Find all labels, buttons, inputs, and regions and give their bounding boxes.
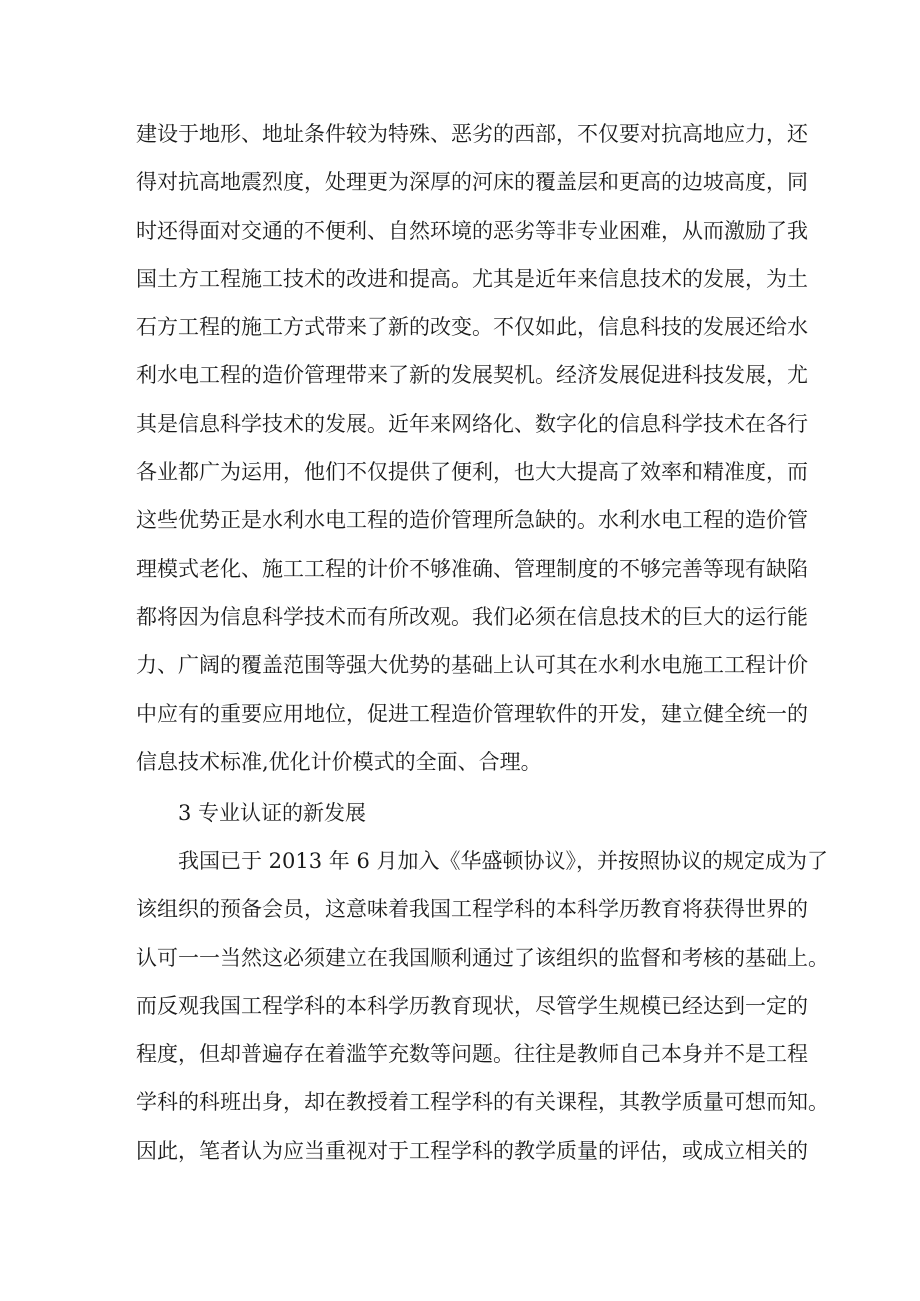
paragraph-line: 理模式老化、施工工程的计价不够准确、管理制度的不够完善等现有缺陷: [136, 556, 808, 581]
paragraph-line: 力、广阔的覆盖范围等强大优势的基础上认可其在水利水电施工工程计价: [136, 653, 808, 678]
paragraph-line: 其是信息科学技术的发展。近年来网络化、数字化的信息科学技术在各行: [136, 411, 808, 436]
paragraph-line: 我国已于 2013 年 6 月加入《华盛顿协议》，并按照协议的规定成为了: [178, 849, 829, 873]
paragraph-2: [136, 837, 829, 1175]
paragraph-line: 因此，笔者认为应当重视对于工程学科的教学质量的评估，或成立相关的: [136, 1138, 808, 1163]
paragraph-line: 程度，但却普遍存在着滥竽充数等问题。往往是教师自己本身并不是工程: [136, 1042, 808, 1067]
paragraph-line: 建设于地形、地址条件较为特殊、恶劣的西部，不仅要对抗高地应力，还: [136, 122, 808, 146]
paragraph-line: 石方工程的施工方式带来了新的改变。不仅如此，信息科技的发展还给水: [136, 315, 808, 340]
paragraph-line: 都将因为信息科学技术而有所改观。我们必须在信息技术的巨大的运行能: [136, 604, 808, 629]
paragraph-line: 学科的科班出身，却在教授着工程学科的有关课程，其教学质量可想而知。: [136, 1090, 829, 1115]
paragraph-line: 国土方工程施工技术的改进和提高。尤其是近年来信息技术的发展，为土: [136, 266, 808, 291]
paragraph-line: 利水电工程的造价管理带来了新的发展契机。经济发展促进科技发展，尤: [136, 363, 808, 388]
paragraph-1: [136, 110, 808, 786]
paragraph-line: 这些优势正是水利水电工程的造价管理所急缺的。水利水电工程的造价管: [136, 508, 808, 533]
paragraph-line: 中应有的重要应用地位，促进工程造价管理软件的开发，建立健全统一的: [136, 701, 808, 726]
paragraph-line: 得对抗高地震烈度，处理更为深厚的河床的覆盖层和更高的边坡高度，同: [136, 170, 808, 195]
paragraph-line: 时还得面对交通的不便利、自然环境的恶劣等非专业困难，从而激励了我: [136, 218, 808, 243]
paragraph-line: 信息技术标准,优化计价模式的全面、合理。: [136, 749, 542, 774]
paragraph-line: 该组织的预备会员，这意味着我国工程学科的本科学历教育将获得世界的: [136, 897, 808, 922]
paragraph-line: 而反观我国工程学科的本科学历教育现状，尽管学生规模已经达到一定的: [136, 993, 808, 1018]
paragraph-line: 各业都广为运用，他们不仅提供了便利，也大大提高了效率和精准度，而: [136, 460, 808, 485]
paragraph-line: 认可一一当然这必须建立在我国顺利通过了该组织的监督和考核的基础上。: [136, 945, 829, 970]
section-heading: 3 专业认证的新发展: [178, 801, 367, 825]
